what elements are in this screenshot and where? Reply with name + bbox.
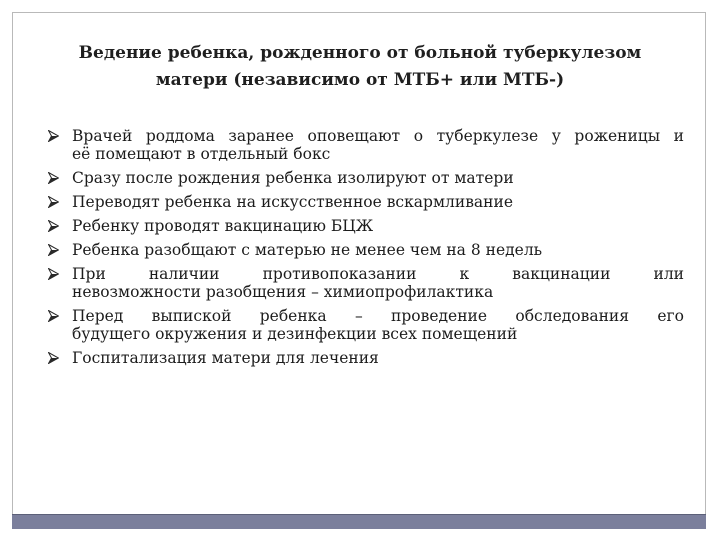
bullet-text-line-1: Сразу после рождения ребенка изолируют от матери bbox=[72, 169, 514, 187]
bullet-text-line-2: невозможности разобщения – химиопрофилактика bbox=[72, 283, 494, 301]
bullet-item bbox=[48, 349, 684, 367]
bullet-item bbox=[48, 307, 684, 343]
slide-footer-bar bbox=[12, 514, 706, 529]
arrowhead-bullet-icon bbox=[48, 244, 59, 256]
slide-title-line-2: матери (независимо от МТБ+ или МТБ-) bbox=[155, 70, 565, 90]
arrowhead-bullet-icon bbox=[48, 268, 59, 280]
arrowhead-bullet-icon bbox=[48, 196, 59, 208]
arrowhead-bullet-icon bbox=[48, 220, 59, 232]
bullet-text-line-1: При наличии противопоказании к вакцинации или bbox=[72, 265, 684, 283]
bullet-text-line-1: Перед выпиской ребенка – проведение обследования его bbox=[72, 307, 684, 325]
bullet-text-line-2: её помещают в отдельный бокс bbox=[72, 145, 331, 163]
bullet-text-line-1: Врачей роддома заранее оповещают о туберкулезе у роженицы и bbox=[72, 127, 684, 145]
bullet-text-line-1: Переводят ребенка на искусственное вскармливание bbox=[72, 193, 513, 211]
arrowhead-bullet-icon bbox=[48, 310, 59, 322]
bullet-text-line-2: будущего окружения и дезинфекции всех помещений bbox=[72, 325, 518, 343]
arrowhead-bullet-icon bbox=[48, 172, 59, 184]
bullet-text-line-1: Ребенка разобщают с матерью не менее чем на 8 недель bbox=[72, 241, 543, 259]
bullet-item bbox=[48, 193, 684, 211]
bullet-item bbox=[48, 265, 684, 301]
bullet-text-line-1: Ребенку проводят вакцинацию БЦЖ bbox=[72, 217, 374, 235]
bullet-list bbox=[48, 127, 684, 373]
arrowhead-bullet-icon bbox=[48, 352, 59, 364]
bullet-item bbox=[48, 169, 684, 187]
bullet-item bbox=[48, 127, 684, 163]
slide-title-line-1: Ведение ребенка, рожденного от больной туберкулезом bbox=[78, 43, 642, 63]
arrowhead-bullet-icon bbox=[48, 130, 59, 142]
slide-title bbox=[30, 40, 690, 94]
bullet-item bbox=[48, 217, 684, 235]
bullet-item bbox=[48, 241, 684, 259]
bullet-text-line-1: Госпитализация матери для лечения bbox=[72, 349, 379, 367]
